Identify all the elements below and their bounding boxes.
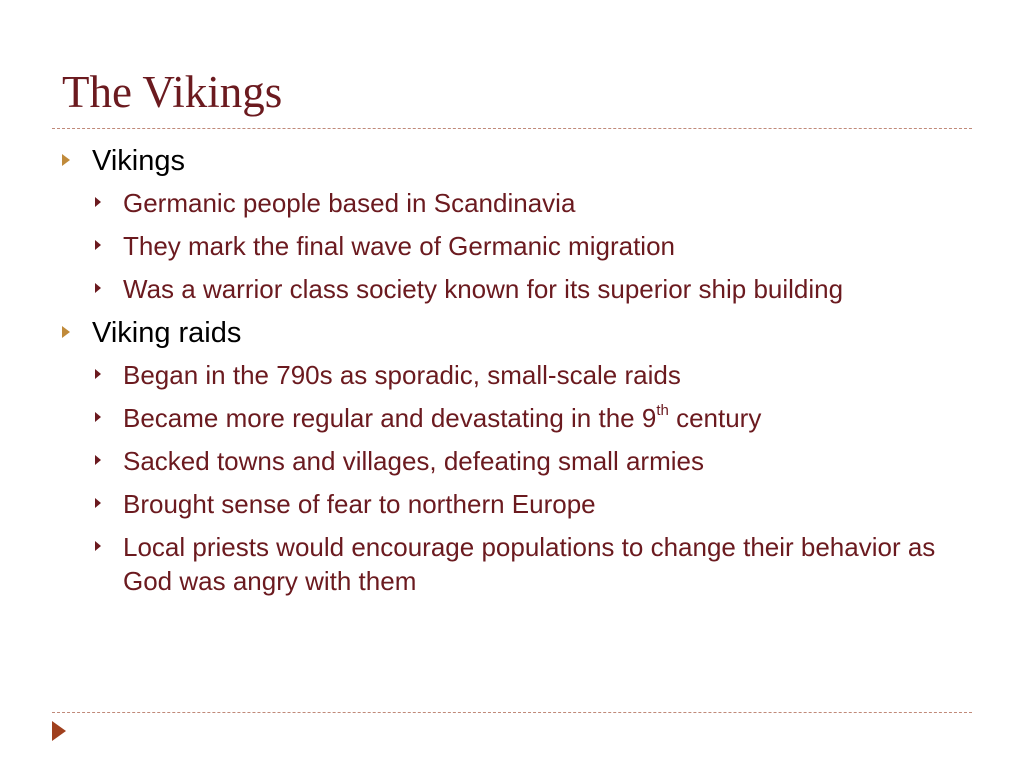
triangle-right-icon (62, 154, 70, 166)
bullet-level2 (62, 487, 962, 521)
triangle-right-icon (62, 326, 70, 338)
bullet-text: They mark the final wave of Germanic migration (123, 231, 675, 261)
triangle-right-icon (95, 369, 101, 379)
triangle-right-icon (95, 240, 101, 250)
bullet-level2 (62, 401, 962, 435)
bullet-text: Vikings (92, 145, 185, 177)
bullet-text-before-sup: Became more regular and devastating in the 9 (123, 403, 657, 433)
bullet-level2 (62, 229, 962, 263)
triangle-right-icon (95, 283, 101, 293)
bullet-text: Local priests would encourage populations to change their behavior as God was angry with them (123, 532, 936, 596)
bullet-text: Sacked towns and villages, defeating small armies (123, 446, 704, 476)
bullet-text: Was a warrior class society known for its superior ship building (123, 274, 844, 304)
bullet-level2 (62, 186, 962, 220)
bullet-level2 (62, 444, 962, 478)
slide-content (62, 143, 962, 607)
bullet-level1 (62, 315, 962, 352)
triangle-right-icon (95, 541, 101, 551)
bullet-text: Brought sense of fear to northern Europe (123, 489, 596, 519)
footer-divider (52, 712, 972, 713)
bullet-level2 (62, 358, 962, 392)
bullet-level1 (62, 143, 962, 180)
triangle-right-icon (95, 197, 101, 207)
bullet-level2 (62, 272, 962, 306)
title-divider (52, 128, 972, 129)
slide-title: The Vikings (62, 67, 283, 117)
bullet-text: Germanic people based in Scandinavia (123, 188, 576, 218)
triangle-right-icon (52, 721, 66, 741)
bullet-text: Viking raids (92, 317, 242, 349)
triangle-right-icon (95, 498, 101, 508)
triangle-right-icon (95, 455, 101, 465)
ordinal-superscript: th (656, 402, 669, 420)
bullet-text-after-sup: century (668, 403, 762, 433)
sub-bullet-list (62, 358, 962, 598)
sub-bullet-list (62, 186, 962, 306)
triangle-right-icon (95, 412, 101, 422)
bullet-text: Began in the 790s as sporadic, small-scale raids (123, 360, 681, 390)
bullet-level2 (62, 530, 962, 598)
